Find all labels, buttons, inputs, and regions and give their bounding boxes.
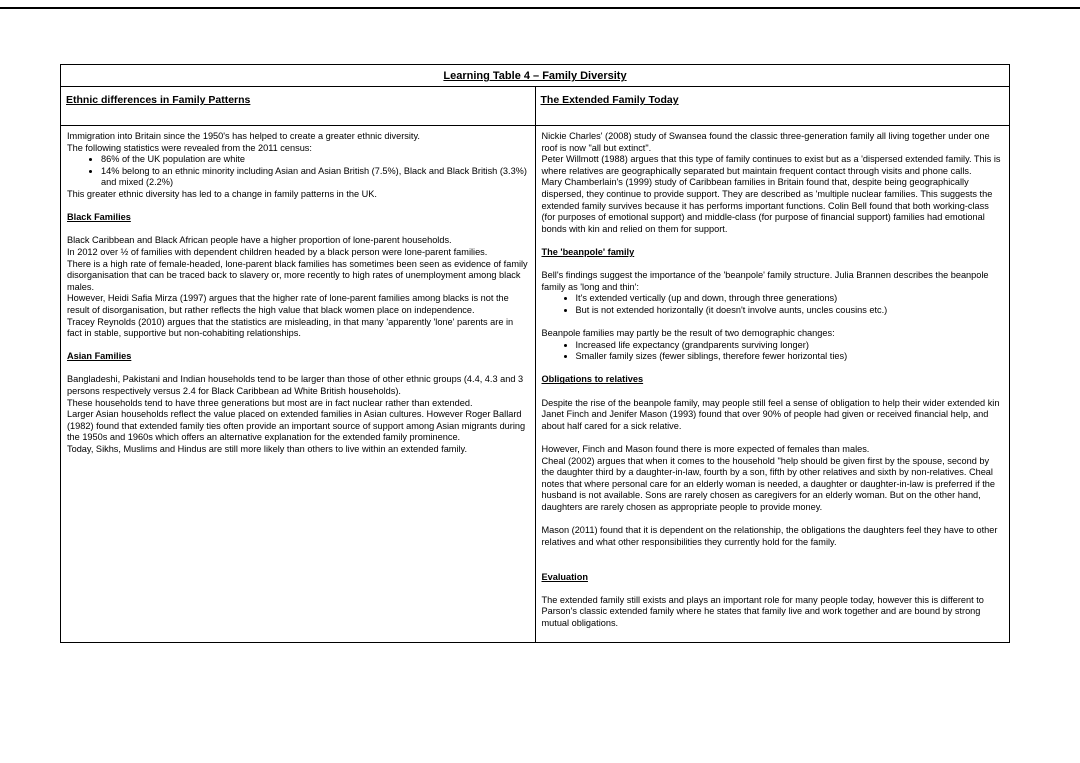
paragraph: The extended family still exists and plays an important role for many people today, however this is different to Parson's classic extended family where he states that family live and work together and are bound by strong mutual obligations.	[541, 594, 984, 628]
paragraph: However, Heidi Safia Mirza (1997) argues that the higher rate of lone-parent families among blacks is not the result of disorganisation, but rather reflects the high value that black women place on independence.	[67, 293, 509, 315]
section-heading: Asian Families	[67, 351, 132, 362]
paragraph: Larger Asian households reflect the value placed on extended families in Asian cultures. However Roger Ballard (1982) found that extended family ties often provide an important source of support among Asian migrants during the 1950s and 1960s which offers an alternative explanation for the extended family prominence.	[67, 409, 526, 443]
paragraph: Despite the rise of the beanpole family, may people still feel a sense of obligation to help their wider extended kin	[541, 397, 1000, 408]
blank-line	[542, 363, 1004, 375]
paragraph: Today, Sikhs, Muslims and Hindus are still more likely than others to live within an extended family.	[67, 444, 467, 455]
paragraph: Mason (2011) found that it is dependent on the relationship, the obligations the daughters feel they have to other relatives and what other responsibilities they currently hold for the family.	[541, 525, 998, 547]
right-column-header-cell	[535, 87, 1010, 126]
paragraph: The following statistics were revealed from the 2011 census:	[67, 142, 312, 153]
body-row	[61, 126, 1010, 643]
paragraph: Peter Willmott (1988) argues that this type of family continues to exist but as a 'dispersed extended family. This is where relatives are geographically separated but maintain frequent contact through visits and phone calls.	[541, 154, 1001, 176]
blank-line	[542, 259, 1004, 271]
bullet-item: • It's extended vertically (up and down, through three generations)	[576, 293, 1004, 305]
title-cell	[61, 65, 1010, 87]
table-title: Learning Table 4 – Family Diversity	[443, 70, 627, 82]
bullet-item: • Smaller family sizes (fewer siblings, therefore fewer horizontal ties)	[576, 351, 1004, 363]
bullet-list	[542, 293, 1004, 316]
paragraph: These households tend to have three generations but most are in fact nuclear rather than extended.	[67, 397, 473, 408]
blank-line	[542, 514, 1004, 526]
paragraph: Nickie Charles' (2008) study of Swansea found the classic three-generation family all living together under one roof is now "all but extinct".	[541, 131, 990, 153]
paragraph: Immigration into Britain since the 1950's has helped to create a greater ethnic diversity.	[67, 131, 420, 141]
title-row	[61, 65, 1010, 87]
paragraph: Black Caribbean and Black African people have a higher proportion of lone-parent households.	[67, 235, 452, 246]
section-heading: The 'beanpole' family	[541, 246, 635, 257]
paragraph: Janet Finch and Jenifer Mason (1993) found that over 90% of people had given or received financial help, and about half cared for a sick relative.	[541, 409, 989, 431]
paragraph: This greater ethnic diversity has led to a change in family patterns in the UK.	[67, 188, 377, 199]
paragraph: Beanpole families may partly be the result of two demographic changes:	[541, 328, 835, 339]
left-column-header-cell	[61, 87, 536, 126]
learning-table	[60, 64, 1010, 643]
bullet-item: • Increased life expectancy (grandparents surviving longer)	[576, 340, 1004, 352]
bullet-list	[542, 340, 1004, 363]
paragraph: Cheal (2002) argues that when it comes to the household "help should be given first by the spouse, second by the daughter third by a daughter-in-law, fourth by a son, fifth by other relatives and sixth by non-relatives. Cheal notes that where personal care for an elderly woman is needed, a daughter or daughter-in-law is preferred if the husband is not available. Sons are rarely chosen as caregivers for an elderly woman. But on the other hand, daughters are rarely chosen as appropriate people to provide money.	[541, 455, 996, 512]
blank-line	[542, 432, 1004, 444]
bullet-list	[67, 154, 529, 189]
bullet-item: • 14% belong to an ethnic minority including Asian and Asian British (7.5%), Black and Black British (3.3%) and mixed (2.2%)	[101, 166, 529, 189]
right-column-body	[535, 126, 1010, 643]
section-heading: Obligations to relatives	[541, 374, 644, 385]
bullet-item: • 86% of the UK population are white	[101, 154, 529, 166]
blank-line	[67, 340, 529, 352]
paragraph: Bangladeshi, Pakistani and Indian households tend to be larger than those of other ethnic groups (4.4, 4.3 and 3 persons respectively versus 2.4 for Black Caribbean ad White British households).	[67, 374, 524, 397]
section-heading: Evaluation	[541, 571, 588, 582]
blank-line	[542, 386, 1004, 398]
blank-line	[542, 235, 1004, 247]
paragraph: There is a high rate of female-headed, lone-parent black families has sometimes been seen as evidence of family disorganisation that can be traced back to slavery or, more recently to high rates of unemployment among black males.	[67, 258, 528, 292]
paragraph: However, Finch and Mason found there is more expected of females than males.	[541, 444, 870, 455]
blank-line	[542, 583, 1004, 595]
bullet-item: • But is not extended horizontally (it doesn't involve aunts, uncles cousins etc.)	[576, 305, 1004, 317]
left-column-body	[61, 126, 536, 643]
header-row	[61, 87, 1010, 126]
right-column-header: The Extended Family Today	[540, 94, 679, 106]
paragraph: Mary Chamberlain's (1999) study of Caribbean families in Britain found that, despite being geographically dispersed, they continue to provide support. They are described as 'multiple nuclear families. This suggests the extended family survives because it has performs important functions. Colin Bell found that both working-class (for purposes of emotional support) and middle-class (for purpose of financial support) families had emotional bonds with kin and relied on them for support.	[541, 177, 993, 234]
paragraph: In 2012 over ½ of families with dependent children headed by a black person were lone-parent families.	[67, 246, 488, 257]
blank-line	[542, 548, 1004, 560]
left-column-header: Ethnic differences in Family Patterns	[66, 94, 251, 106]
blank-line	[67, 363, 529, 375]
blank-line	[542, 317, 1004, 329]
section-heading: Black Families	[67, 212, 131, 223]
paragraph: Tracey Reynolds (2010) argues that the statistics are misleading, in that many 'apparently 'lone' parents are in fact in stable, supportive but non-cohabiting relationships.	[67, 316, 514, 339]
top-rule	[0, 7, 1080, 9]
blank-line	[542, 560, 1004, 572]
blank-line	[67, 201, 529, 213]
paragraph: Bell's findings suggest the importance of the 'beanpole' family structure. Julia Brannen describes the beanpole family as 'long and thin':	[541, 270, 989, 292]
blank-line	[67, 224, 529, 236]
